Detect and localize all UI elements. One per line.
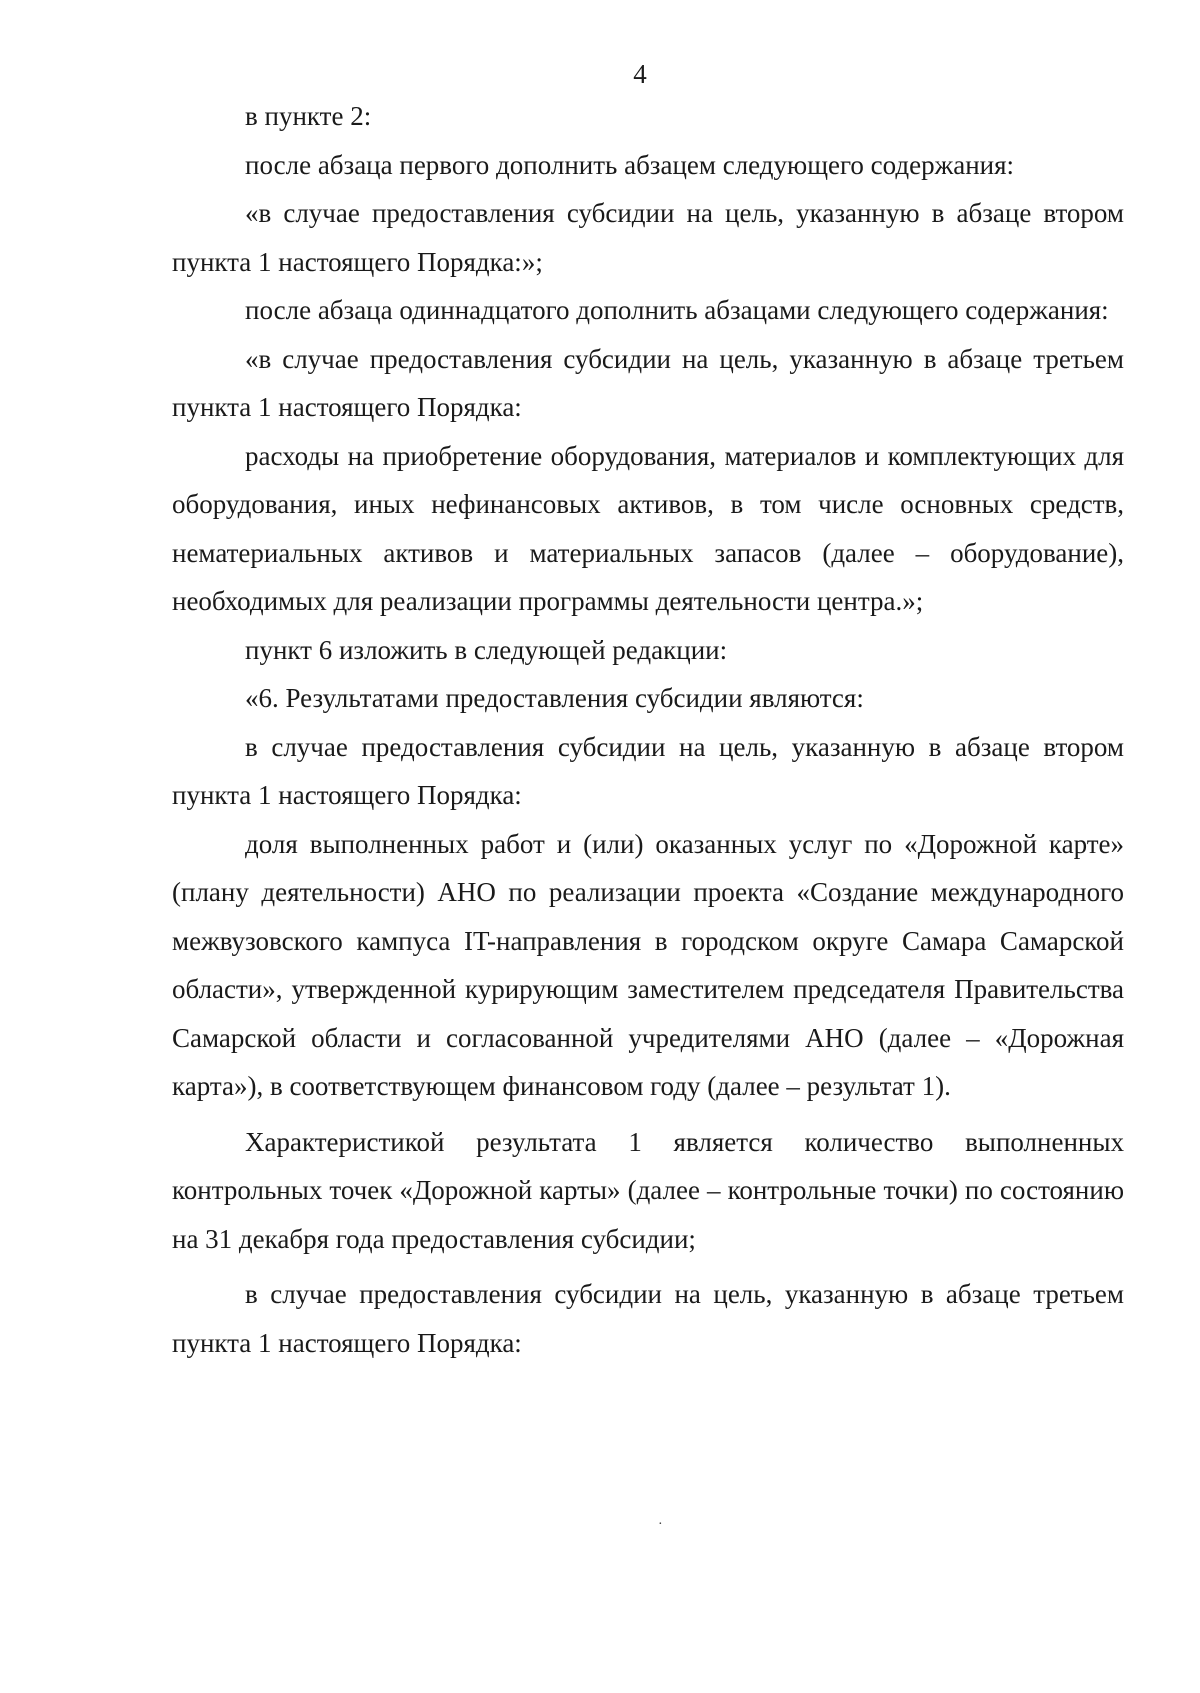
paragraph-10: доля выполненных работ и (или) оказанных услуг по «Дорожной карте» (плану деятельности) АНО по реализации проекта «Создание международного межвузовского кампуса IT-направления в городском округе Самара Самарской области», утвержденной курирующим заместителем председателя Правительства Самарской области и согласованной учредителями АНО (далее – «Дорожная карта»), в соответствующем финансовом году (далее – результат 1).: [172, 828, 1124, 1101]
scan-speck: ·: [658, 1517, 663, 1532]
document-body: [172, 92, 1124, 1367]
paragraph-3: «в случае предоставления субсидии на цель, указанную в абзаце втором пункта 1 настоящего Порядка:»;: [172, 198, 1124, 277]
paragraph-1: в пункте 2:: [245, 101, 372, 131]
paragraph-4: после абзаца одиннадцатого дополнить абзацами следующего содержания:: [245, 295, 1109, 325]
paragraph-2: после абзаца первого дополнить абзацем следующего содержания:: [245, 149, 1015, 180]
paragraph-7: пункт 6 изложить в следующей редакции:: [245, 634, 728, 665]
paragraph-12: в случае предоставления субсидии на цель, указанную в абзаце третьем пункта 1 настоящего Порядка:: [172, 1279, 1124, 1358]
paragraph-6: расходы на приобретение оборудования, материалов и комплектующих для оборудования, иных нефинансовых активов, в том числе основных средств, нематериальных активов и материальных запасов (далее – оборудование), необходимых для реализации программы деятельности центра.»;: [172, 440, 1124, 616]
paragraph-8: «6. Результатами предоставления субсидии являются:: [245, 683, 864, 713]
paragraph-9: в случае предоставления субсидии на цель, указанную в абзаце втором пункта 1 настоящего Порядка:: [172, 731, 1124, 810]
paragraph-11: Характеристикой результата 1 является количество выполненных контрольных точек «Дорожной карты» (далее – контрольные точки) по состоянию на 31 декабря года предоставления субсидии;: [172, 1126, 1124, 1254]
paragraph-5: «в случае предоставления субсидии на цель, указанную в абзаце третьем пункта 1 настоящего Порядка:: [172, 343, 1124, 422]
page-number: 4: [633, 59, 647, 89]
